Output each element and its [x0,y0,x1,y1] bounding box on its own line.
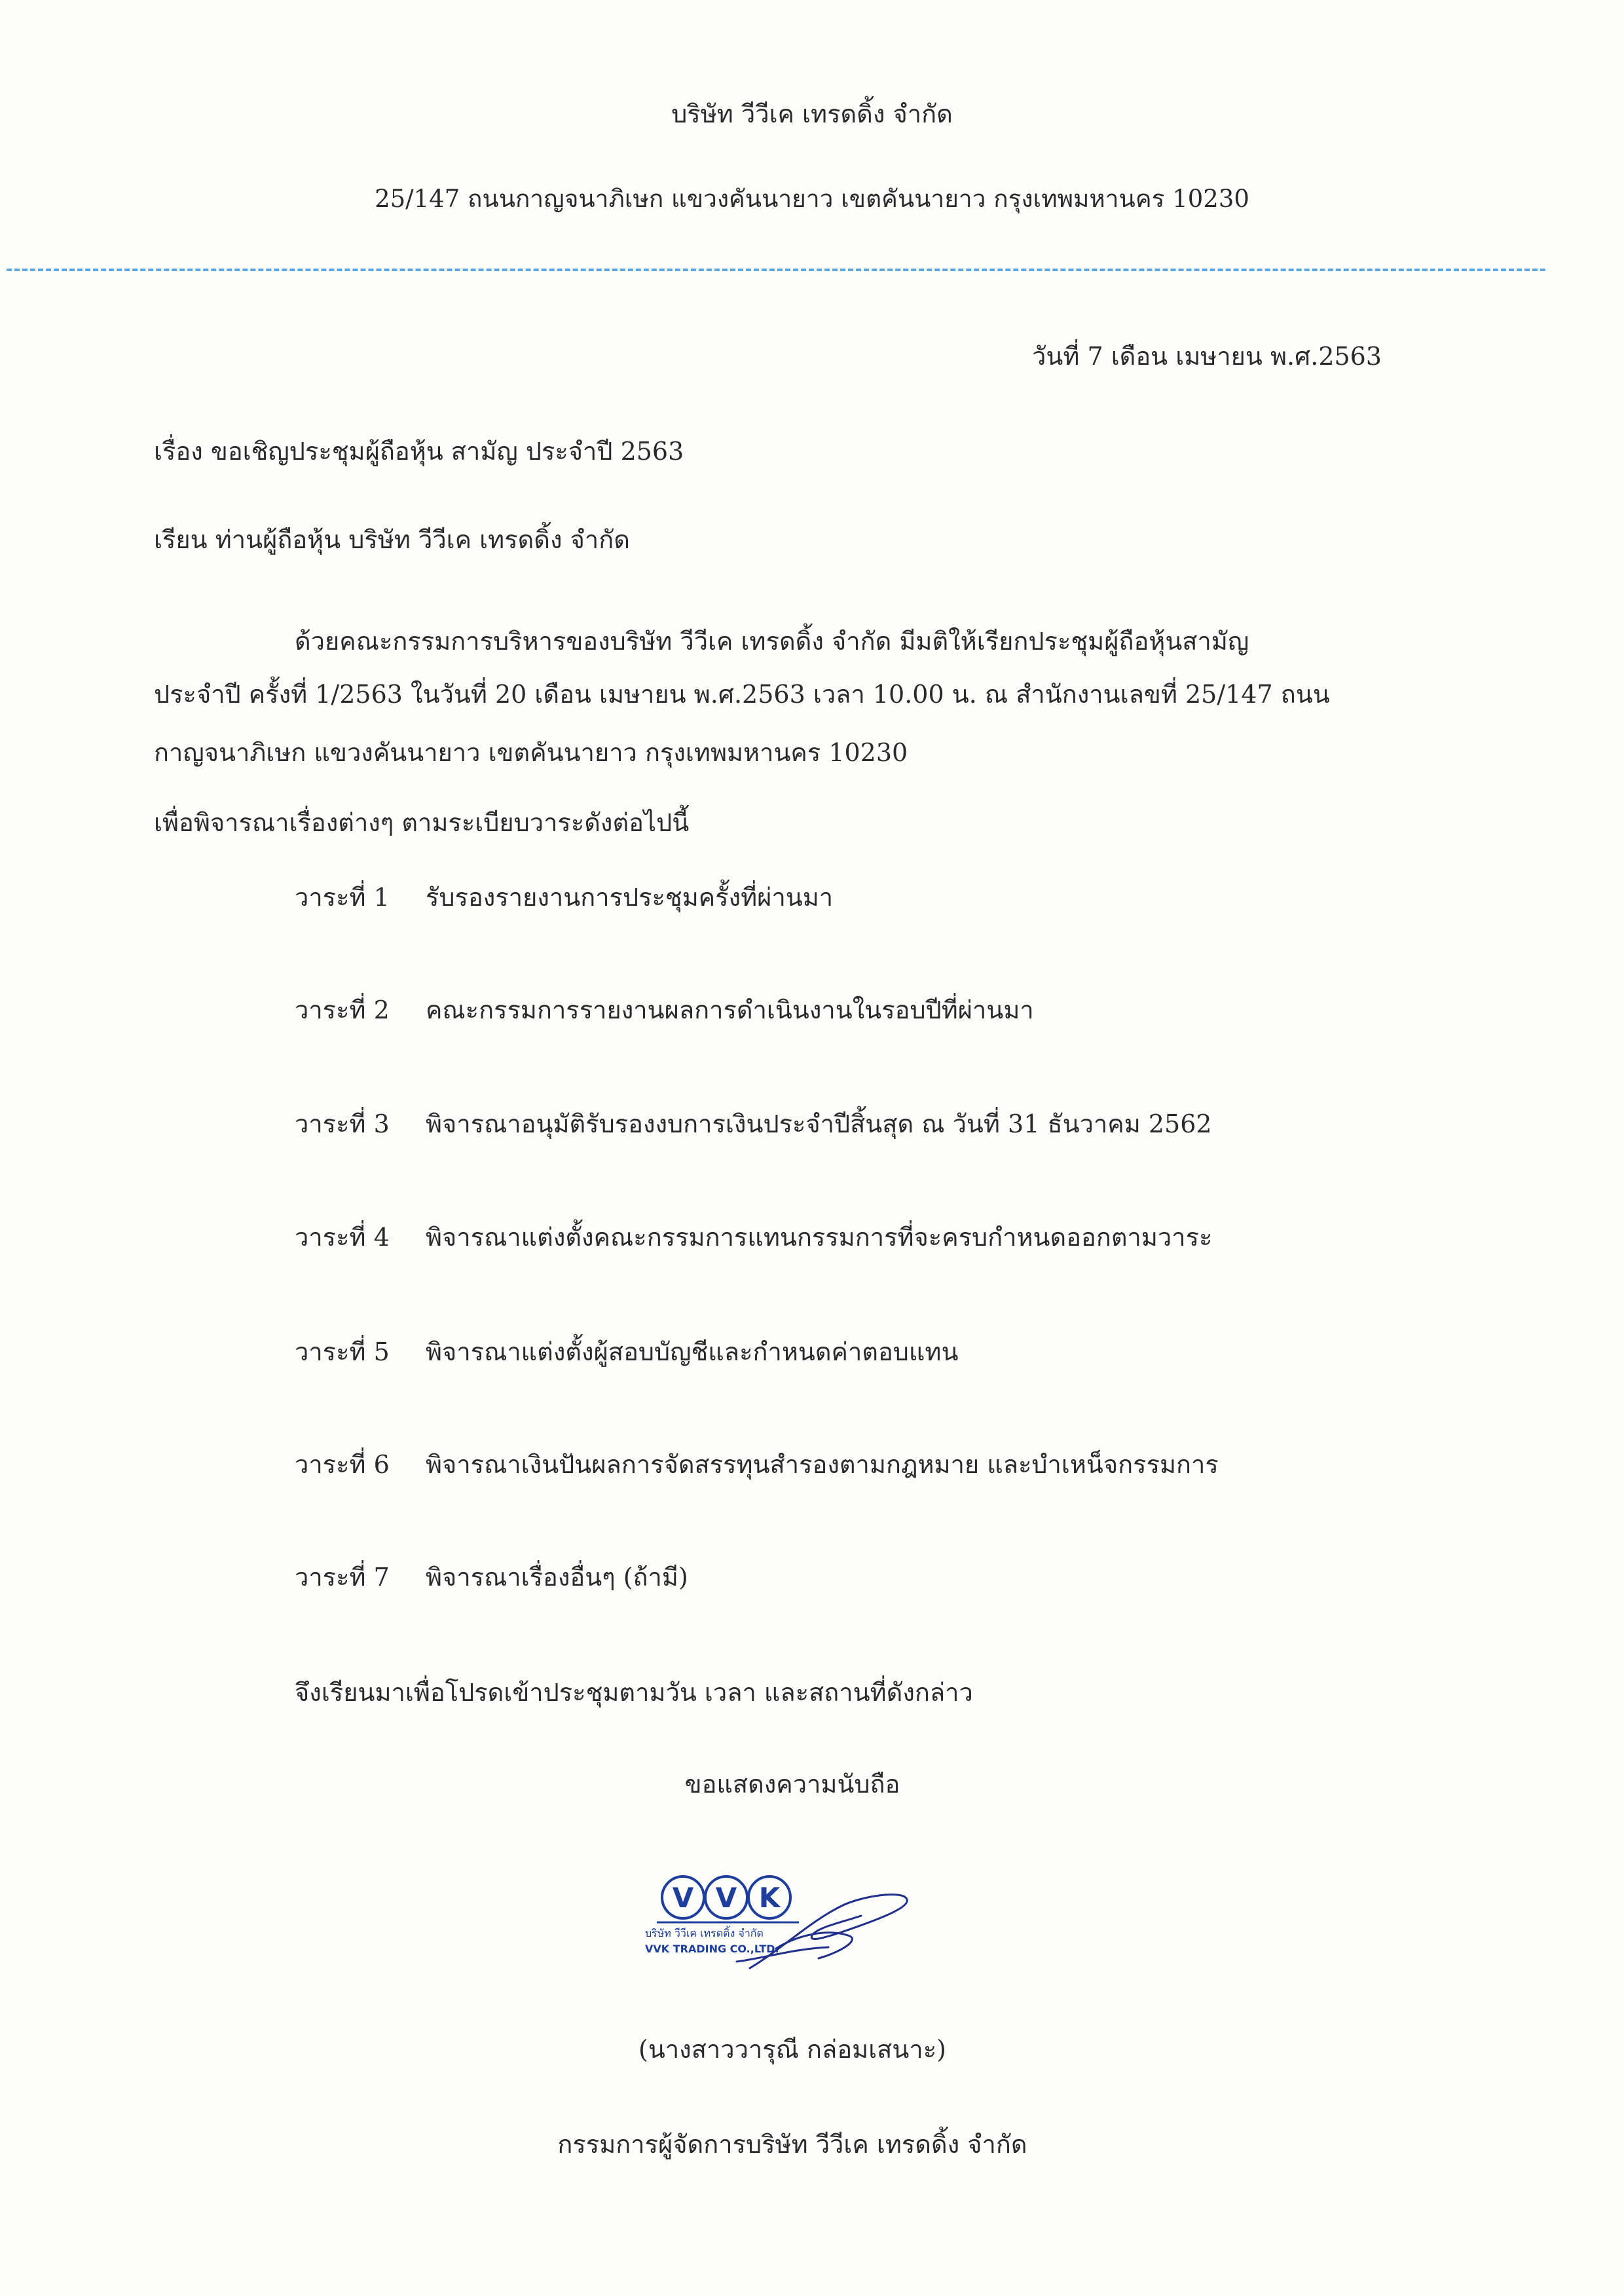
agenda-number: วาระที่ 3 [295,1110,390,1138]
agenda-number: วาระที่ 5 [295,1337,390,1366]
agenda-text: รับรองรายงานการประชุมครั้งที่ผ่านมา [426,883,834,912]
body-line-4: เพื่อพิจารณาเรื่องต่างๆ ตามระเบียบวาระดังต่อไปนี้ [154,808,690,837]
agenda-number: วาระที่ 4 [295,1223,390,1252]
agenda-text: พิจารณาแต่งตั้งคณะกรรมการแทนกรรมการที่จะครบกำหนดออกตามวาระ [426,1223,1213,1252]
stamp-name-thai: บริษัท วีวีเค เทรดดิ้ง จำกัด [645,1927,764,1939]
agenda-number: วาระที่ 7 [295,1563,390,1592]
agenda-number: วาระที่ 1 [295,883,390,912]
body-line-2: ประจำปี ครั้งที่ 1/2563 ในวันที่ 20 เดือน เมษายน พ.ศ.2563 เวลา 10.00 น. ณ สำนักงานเลขที่ 25/147 ถนน [154,680,1330,709]
agenda-text: พิจารณาอนุมัติรับรองงบการเงินประจำปีสิ้นสุด ณ วันที่ 31 ธันวาคม 2562 [426,1110,1212,1138]
agenda-text: คณะกรรมการรายงานผลการดำเนินงานในรอบปีที่ผ่านมา [426,996,1034,1024]
letterhead-company: บริษัท วีวีเค เทรดดิ้ง จำกัด [671,100,953,128]
regards-line: ขอแสดงความนับถือ [684,1770,900,1799]
letterhead-address: 25/147 ถนนกาญจนาภิเษก แขวงคันนายาว เขตคันนายาว กรุงเทพมหานคร 10230 [375,185,1249,213]
signer-title: กรรมการผู้จัดการบริษัท วีวีเค เทรดดิ้ง จำกัด [557,2130,1027,2159]
agenda-number: วาระที่ 6 [295,1450,390,1479]
agenda-text: พิจารณาเงินปันผลการจัดสรรทุนสำรองตามกฎหมาย และบำเหน็จกรรมการ [426,1450,1219,1479]
stamp-name-english: VVK TRADING CO.,LTD. [645,1943,779,1955]
agenda-text: พิจารณาเรื่องอื่นๆ (ถ้ามี) [426,1563,688,1592]
stamp-letter: V [715,1882,737,1914]
company-stamp-icon [645,1870,920,1975]
stamp-letter: K [758,1882,781,1914]
subject-line: เรื่อง ขอเชิญประชุมผู้ถือหุ้น สามัญ ประจำปี 2563 [154,437,684,466]
date-line: วันที่ 7 เดือน เมษายน พ.ศ.2563 [1032,342,1382,371]
letterhead-divider [7,269,1545,271]
body-line-1: ด้วยคณะกรรมการบริหารของบริษัท วีวีเค เทรดดิ้ง จำกัด มีมติให้เรียกประชุมผู้ถือหุ้นสามัญ [295,627,1249,656]
closing-line: จึงเรียนมาเพื่อโปรดเข้าประชุมตามวัน เวลา และสถานที่ดังกล่าว [295,1678,973,1707]
agenda-text: พิจารณาแต่งตั้งผู้สอบบัญชีและกำหนดค่าตอบแทน [426,1337,959,1366]
stamp-letter: V [672,1882,694,1914]
agenda-number: วาระที่ 2 [295,996,390,1024]
salutation-line: เรียน ท่านผู้ถือหุ้น บริษัท วีวีเค เทรดดิ้ง จำกัด [154,525,630,554]
body-line-3: กาญจนาภิเษก แขวงคันนายาว เขตคันนายาว กรุงเทพมหานคร 10230 [154,738,908,767]
signer-name: (นางสาววารุณี กล่อมเสนาะ) [638,2035,946,2064]
